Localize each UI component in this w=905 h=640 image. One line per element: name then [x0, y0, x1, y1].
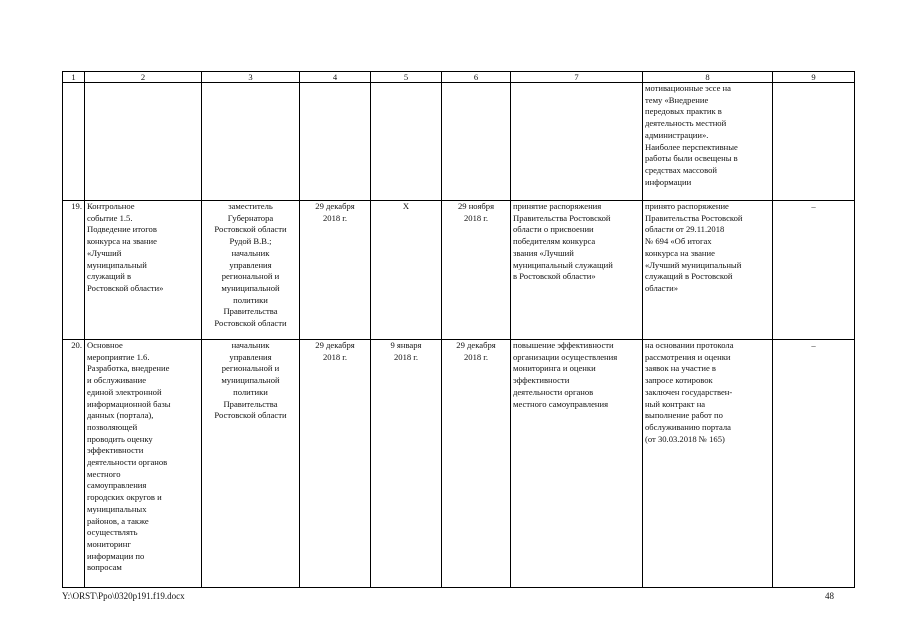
- event-name-cell: Контрольное событие 1.5. Подведение итогов конкурса на звание «Лучший муниципальный служащий в Ростовской области»: [85, 201, 202, 340]
- responsible-cell: начальник управления региональной и муниципальной политики Правительства Ростовской области: [202, 340, 300, 588]
- notes-cell: –: [773, 340, 855, 588]
- table-row: [63, 201, 855, 340]
- column-number-6: 6: [442, 72, 511, 83]
- event-name-cell: Основное мероприятие 1.6. Разработка, внедрение и обслуживание единой электронной информационной базы данных (портала), позволяющей проводить оценку эффективности деятельности органов местного самоуправления городских округов и муниципальных районов, а также осуществлять мониторинг информации по вопросам: [85, 340, 202, 588]
- result-cell: на основании протокола рассмотрения и оценки заявок на участие в запросе котировок заключен государствен- ный контракт на выполнение работ по обслуживанию портала (от 30.03.2018 № 165): [643, 340, 773, 588]
- column-number-row: [63, 72, 855, 83]
- expected-result-cell: принятие распоряжения Правительства Ростовской области о присвоении победителям конкурса звания «Лучший муниципальный служащий в Ростовской области»: [511, 201, 643, 340]
- expected-result-cell: повышение эффективности организации осуществления мониторинга и оценки эффективности деятельности органов местного самоуправления: [511, 340, 643, 588]
- start-date-cell: X: [371, 201, 442, 340]
- row-number: 20.: [63, 340, 85, 588]
- table-row: [63, 83, 855, 201]
- planned-date-cell: 29 декабря 2018 г.: [300, 201, 371, 340]
- table-cell: [442, 83, 511, 201]
- responsible-cell: заместитель Губернатора Ростовской области Рудой В.В.; начальник управления региональной и муниципальной политики Правительства Ростовской области: [202, 201, 300, 340]
- column-number-7: 7: [511, 72, 643, 83]
- table-cell: [300, 83, 371, 201]
- table-cell: [85, 83, 202, 201]
- column-number-3: 3: [202, 72, 300, 83]
- actual-date-cell: 29 ноября 2018 г.: [442, 201, 511, 340]
- table-row: [63, 340, 855, 588]
- report-table: [62, 71, 855, 588]
- page-number: 48: [825, 591, 834, 601]
- row-number: 19.: [63, 201, 85, 340]
- planned-date-cell: 29 декабря 2018 г.: [300, 340, 371, 588]
- table-cell: [773, 83, 855, 201]
- table-cell: [371, 83, 442, 201]
- footer-file-path: Y:\ORST\Ppo\0320p191.f19.docx: [62, 591, 185, 601]
- column-number-4: 4: [300, 72, 371, 83]
- result-cell: мотивационные эссе на тему «Внедрение передовых практик в деятельность местной администрации». Наиболее перспективные работы были освещены в средствах массовой информации: [643, 83, 773, 201]
- column-number-1: 1: [63, 72, 85, 83]
- column-number-5: 5: [371, 72, 442, 83]
- notes-cell: –: [773, 201, 855, 340]
- table-cell: [511, 83, 643, 201]
- result-cell: принято распоряжение Правительства Ростовской области от 29.11.2018 № 694 «Об итогах конкурса на звание «Лучший муниципальный служащий в Ростовской области»: [643, 201, 773, 340]
- column-number-8: 8: [643, 72, 773, 83]
- table-cell: [202, 83, 300, 201]
- start-date-cell: 9 января 2018 г.: [371, 340, 442, 588]
- column-number-2: 2: [85, 72, 202, 83]
- column-number-9: 9: [773, 72, 855, 83]
- table-cell: [63, 83, 85, 201]
- actual-date-cell: 29 декабря 2018 г.: [442, 340, 511, 588]
